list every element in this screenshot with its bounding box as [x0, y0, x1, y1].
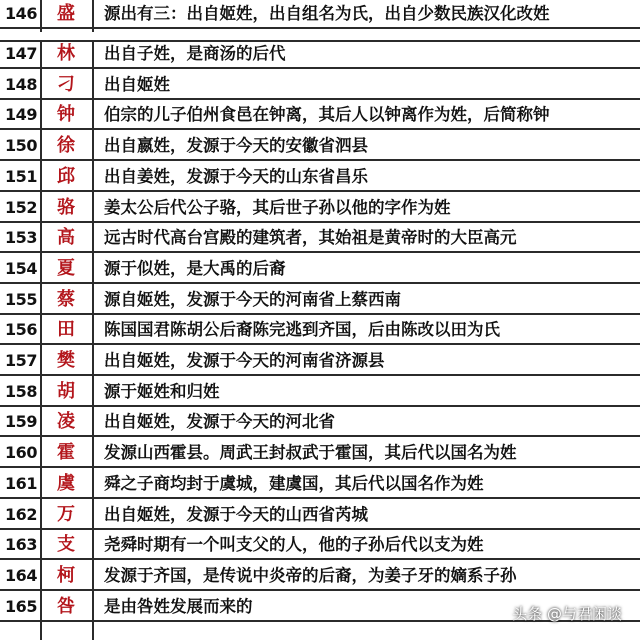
surname-cell: 凌 — [57, 411, 75, 433]
origin-cell: 源于似姓，是大禹的后裔 — [104, 258, 286, 278]
column-divider — [40, 0, 42, 640]
row-number: 156 — [5, 320, 37, 340]
row-number: 161 — [5, 473, 37, 493]
row-number: 151 — [5, 166, 37, 186]
table-row — [0, 163, 640, 192]
surname-cell: 邱 — [57, 165, 75, 187]
origin-cell: 源出有三：出自姬姓，出自组名为氏，出自少数民族汉化改姓 — [104, 4, 550, 23]
origin-cell: 出自姜姓，发源于今天的山东省昌乐 — [104, 166, 368, 186]
surname-cell: 支 — [57, 534, 75, 556]
surname-cell: 万 — [57, 503, 75, 525]
surname-cell: 田 — [57, 319, 75, 341]
origin-cell: 源于姬姓和归姓 — [104, 381, 220, 401]
row-number: 157 — [5, 351, 37, 370]
table-row — [0, 224, 640, 253]
column-divider — [92, 0, 94, 640]
table-row — [0, 378, 640, 407]
row-number: 154 — [5, 258, 37, 278]
origin-cell: 出自姬姓，发源于今天的河南省济源县 — [104, 351, 385, 370]
table-row — [0, 101, 640, 130]
row-number: 150 — [5, 136, 37, 156]
table-row — [0, 286, 640, 315]
table-row — [0, 40, 640, 69]
origin-cell: 陈国国君陈胡公后裔陈完逃到齐国，后由陈改以田为氏 — [104, 320, 500, 340]
table-row — [0, 347, 640, 376]
origin-cell: 姜太公后代公子骆，其后世子孙以他的字作为姓 — [104, 197, 451, 217]
surname-cell: 咎 — [57, 595, 75, 617]
row-number: 146 — [5, 4, 37, 23]
row-number: 160 — [5, 443, 37, 463]
surname-cell: 钟 — [57, 104, 75, 126]
surname-cell: 蔡 — [57, 288, 75, 310]
origin-cell: 出自姬姓 — [104, 74, 170, 94]
origin-cell: 源自姬姓，发源于今天的河南省上蔡西南 — [104, 289, 401, 309]
surname-cell: 霍 — [57, 442, 75, 464]
table-row — [0, 194, 640, 223]
surname-cell: 虞 — [57, 472, 75, 494]
table-row — [0, 255, 640, 284]
origin-cell: 是由咎姓发展而来的 — [104, 596, 253, 616]
row-number: 165 — [5, 596, 37, 616]
table-row — [0, 316, 640, 345]
origin-cell: 出自嬴姓，发源于今天的安徽省泗县 — [104, 136, 368, 156]
surname-cell: 刁 — [57, 73, 75, 95]
surname-cell: 柯 — [57, 564, 75, 586]
row-number: 147 — [5, 44, 37, 63]
origin-cell: 发源于齐国，是传说中炎帝的后裔，为姜子牙的嫡系子孙 — [104, 565, 517, 585]
origin-cell: 尧舜时期有一个叫支父的人，他的子孙后代以支为姓 — [104, 535, 484, 555]
row-number: 153 — [5, 228, 37, 248]
origin-cell: 出自子姓，是商汤的后代 — [104, 44, 286, 63]
surname-cell: 夏 — [57, 257, 75, 279]
row-number: 155 — [5, 289, 37, 309]
row-number: 163 — [5, 535, 37, 555]
watermark: 头条 @与君闲谈 — [512, 605, 622, 623]
table-row — [0, 71, 640, 100]
surname-cell: 盛 — [57, 3, 75, 24]
origin-cell: 远古时代高台宫殿的建筑者，其始祖是黄帝时的大臣高元 — [104, 228, 517, 248]
table-row — [0, 470, 640, 499]
table-top-border — [0, 40, 640, 42]
surname-cell: 骆 — [57, 196, 75, 218]
row-number: 159 — [5, 412, 37, 432]
row-number: 162 — [5, 504, 37, 524]
table-row — [0, 531, 640, 560]
table-row — [0, 132, 640, 161]
table-row — [0, 439, 640, 468]
origin-cell: 出自姬姓，发源于今天的河北省 — [104, 412, 335, 432]
row-gap — [0, 32, 640, 40]
table-row — [0, 408, 640, 437]
table-row — [0, 0, 640, 29]
row-number: 148 — [5, 74, 37, 94]
origin-cell: 出自姬姓，发源于今天的山西省芮城 — [104, 504, 368, 524]
surname-cell: 高 — [57, 227, 75, 249]
surname-cell: 徐 — [57, 135, 75, 157]
surname-cell: 胡 — [57, 380, 75, 402]
origin-cell: 发源山西霍县。周武王封叔武于霍国，其后代以国名为姓 — [104, 443, 517, 463]
row-number: 149 — [5, 105, 37, 125]
origin-cell: 伯宗的儿子伯州食邑在钟离，其后人以钟离作为姓，后简称钟 — [104, 105, 550, 125]
table-row — [0, 501, 640, 530]
row-number: 152 — [5, 197, 37, 217]
surname-cell: 樊 — [57, 350, 75, 371]
table-row — [0, 562, 640, 591]
origin-cell: 舜之子商均封于虞城，建虞国，其后代以国名作为姓 — [104, 473, 484, 493]
row-number: 164 — [5, 565, 37, 585]
row-number: 158 — [5, 381, 37, 401]
surname-cell: 林 — [57, 43, 75, 64]
